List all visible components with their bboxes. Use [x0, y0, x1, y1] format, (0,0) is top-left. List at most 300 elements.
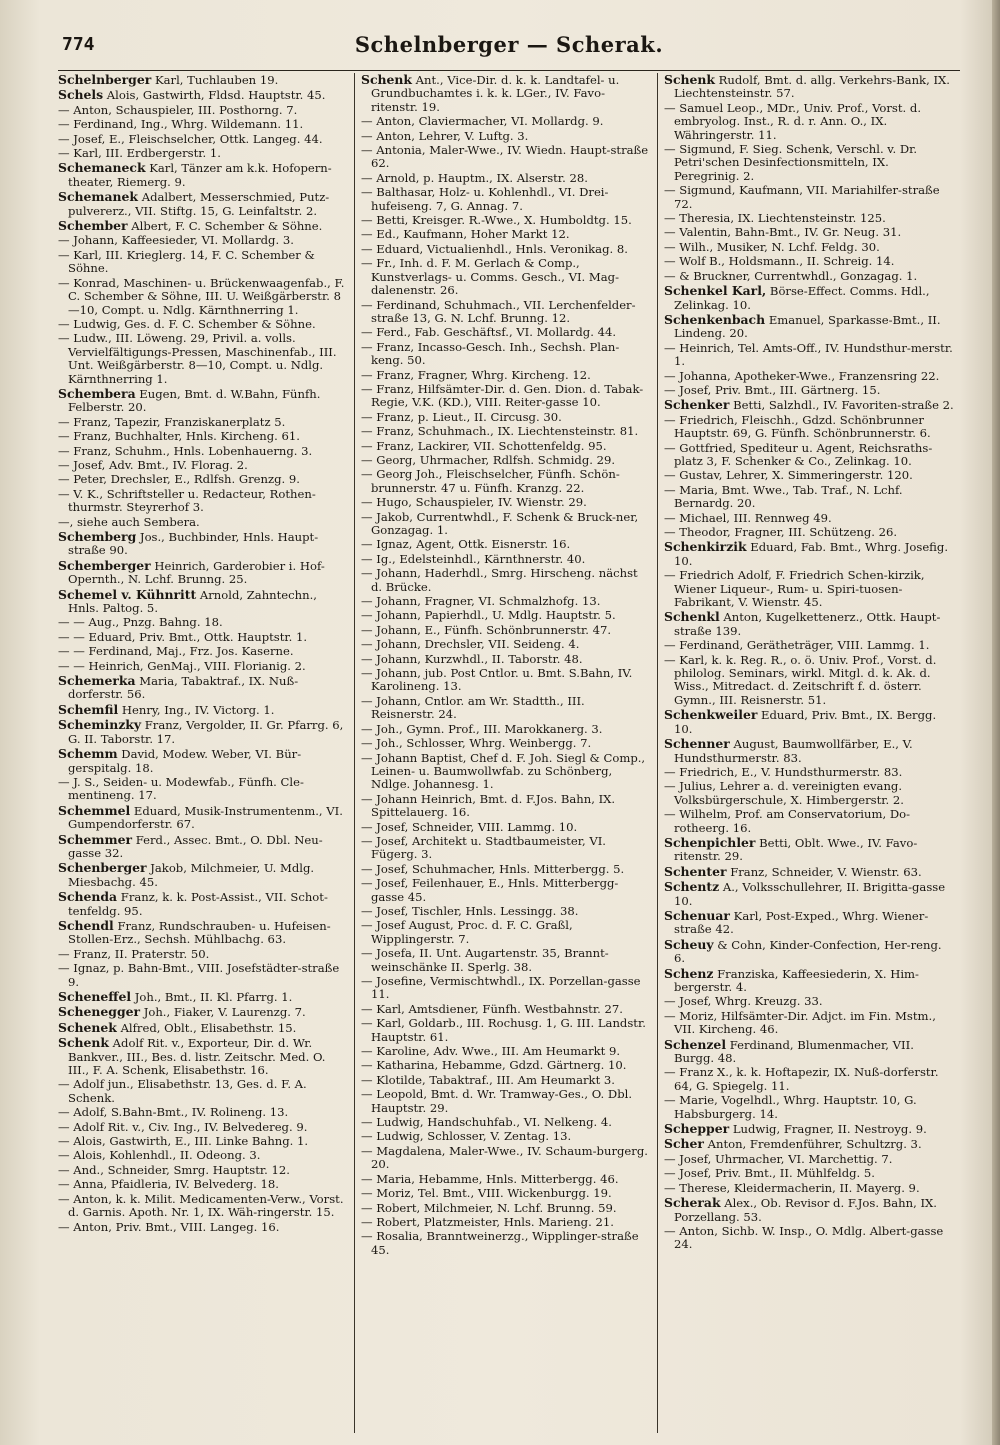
- entry-text: — Adolf Rit. v., Civ. Ing., IV. Belvedereg. 9.: [58, 1119, 308, 1134]
- entry-surname: Schenkweiler: [664, 707, 758, 723]
- entry-text: Anton, Kugelkettenerz., Ottk. Haupt-straße 139.: [674, 610, 941, 638]
- entry-surname: Schenzel: [664, 1036, 727, 1052]
- entry-text: Rudolf, Bmt. d. allg. Verkehrs-Bank, IX. Liechtensteinstr. 57.: [674, 73, 950, 101]
- entry-text: David, Modew. Weber, VI. Bür-gerspitalg. 18.: [68, 747, 302, 775]
- entry-text: Ferdinand, Blumenmacher, VII. Burgg. 48.: [674, 1037, 914, 1066]
- entry-text: Eduard, Fab. Bmt., Whrg. Josefig. 10.: [674, 540, 949, 568]
- entry-text: — Gottfried, Spediteur u. Agent, Reichsraths-platz 3, F. Schenker & Co., Zelinkag. 10.: [664, 440, 933, 468]
- directory-entry: [664, 1153, 954, 1166]
- entry-text: Ludwig, Fragner, II. Nestroyg. 9.: [732, 1122, 927, 1137]
- directory-entry: [58, 488, 348, 515]
- directory-entry: [664, 484, 954, 511]
- entry-text: — Ignaz, p. Bahn-Bmt., VIII. Josefstädter-straße 9.: [58, 961, 340, 989]
- directory-entry: [58, 234, 348, 247]
- entry-text: — Franz, II. Praterstr. 50.: [58, 946, 210, 961]
- entry-surname: Schendl: [58, 917, 114, 933]
- directory-entry: [361, 130, 651, 143]
- entry-text: Maria, Tabaktraf., IX. Nuß-dorferstr. 56.: [68, 674, 299, 702]
- entry-surname: Schels: [58, 87, 104, 103]
- entry-text: — Franz, p. Lieut., II. Circusg. 30.: [361, 409, 562, 424]
- directory-entry: [361, 144, 651, 171]
- entry-surname: Scherak: [664, 1195, 721, 1211]
- entry-text: — Josef, Whrg. Kreuzg. 33.: [664, 994, 823, 1009]
- directory-entry: [664, 384, 954, 397]
- directory-entry: [664, 766, 954, 779]
- directory-entry: [664, 469, 954, 482]
- directory-entry: [58, 990, 348, 1004]
- entry-text: — Ludwig, Ges. d. F. C. Schember & Söhne.: [58, 316, 316, 331]
- entry-text: — Josefa, II. Unt. Augartenstr. 35, Brannt-weinschänke II. Sperlg. 38.: [361, 946, 609, 974]
- entry-text: Adolf Rit. v., Exporteur, Dir. d. Wr. Bankver., III., Bes. d. listr. Zeitschr. Med. O. III., F. A. Schenk, Elisabethstr. 16.: [68, 1036, 326, 1078]
- entry-text: Eduard, Priv. Bmt., IX. Bergg. 10.: [674, 708, 937, 736]
- column-2: [354, 73, 657, 1433]
- directory-entry: [58, 948, 348, 961]
- directory-entry: [58, 473, 348, 486]
- entry-text: — Anton, Schauspieler, III. Posthorng. 7.: [58, 102, 298, 117]
- directory-entry: [361, 1187, 651, 1200]
- entry-surname: Schemerka: [58, 673, 136, 689]
- directory-entry: [664, 184, 954, 211]
- directory-entry: [361, 863, 651, 876]
- entry-text: — Wolf B., Holdsmann., II. Schreig. 14.: [664, 254, 895, 269]
- directory-entry: [58, 318, 348, 331]
- entry-surname: Schenkel Karl,: [664, 283, 767, 299]
- entry-text: — Josef, Schuhmacher, Hnls. Mitterbergg. 5.: [361, 861, 625, 876]
- directory-entry: [664, 1094, 954, 1121]
- entry-text: — Balthasar, Holz- u. Kohlenhdl., VI. Drei-hufeiseng. 7, G. Annag. 7.: [361, 185, 609, 213]
- directory-entry: [58, 1036, 348, 1077]
- directory-entry: [664, 526, 954, 539]
- directory-entry: [361, 172, 651, 185]
- entry-text: — Fr., Inh. d. F. M. Gerlach & Comp., Kunstverlags- u. Comms. Gesch., VI. Mag-dalenenstr. 26.: [361, 256, 620, 298]
- entry-text: Heinrich, Garderobier i. Hof-Opernth., N. Lchf. Brunng. 25.: [68, 558, 325, 587]
- directory-entry: [664, 865, 954, 879]
- entry-text: — Johann, E., Fünfh. Schönbrunnerstr. 47.: [361, 622, 612, 637]
- directory-entry: [58, 833, 348, 861]
- entry-text: August, Baumwollfärber, E., V. Hundsthurmerstr. 83.: [674, 737, 913, 765]
- directory-entry: [361, 737, 651, 750]
- entry-surname: Schenz: [664, 965, 714, 981]
- directory-entry: [664, 808, 954, 835]
- entry-text: — Josef, E., Fleischselcher, Ottk. Langeg. 44.: [58, 131, 323, 146]
- entry-text: — Robert, Platzmeister, Hnls. Marieng. 21.: [361, 1214, 614, 1229]
- entry-text: Alfred, Oblt., Elisabethstr. 15.: [120, 1020, 297, 1035]
- directory-entry: [58, 73, 348, 87]
- directory-entry: [361, 383, 651, 410]
- directory-entry: [361, 695, 651, 722]
- directory-entry: [58, 190, 348, 218]
- entry-text: — Franz, Fragner, Whrg. Kircheng. 12.: [361, 367, 591, 382]
- entry-surname: Schenkenbach: [664, 311, 766, 327]
- directory-entry: [58, 249, 348, 276]
- entry-surname: Schenkirzik: [664, 539, 747, 555]
- entry-text: — Alois, Kohlenhdl., II. Odeong. 3.: [58, 1148, 261, 1163]
- directory-entry: [58, 147, 348, 160]
- page-edge-shadow: [992, 0, 1000, 1445]
- directory-entry: [361, 1017, 651, 1044]
- directory-entry: [361, 1045, 651, 1058]
- directory-entry: [664, 880, 954, 908]
- entry-text: — & Bruckner, Currentwhdl., Gonzagag. 1.: [664, 268, 918, 283]
- entry-text: — Franz, Hilfsämter-Dir. d. Gen. Dion. d. Tabak-Regie, V.K. (KD.), VIII. Reiter-gasse 10.: [361, 381, 644, 410]
- entry-text: — Franz, Tapezir, Franziskanerplatz 5.: [58, 414, 286, 429]
- entry-surname: Schemaneck: [58, 160, 146, 176]
- entry-surname: Schenda: [58, 889, 118, 905]
- entry-text: Börse-Effect. Comms. Hdl., Zelinkag. 10.: [674, 284, 930, 312]
- directory-entry: [361, 73, 651, 114]
- directory-entry: [361, 1059, 651, 1072]
- directory-entry: [58, 445, 348, 458]
- entry-surname: Schemberg: [58, 529, 137, 544]
- entry-text: — Johann, Kaffeesieder, VI. Mollardg. 3.: [58, 233, 294, 248]
- directory-entry: [361, 1202, 651, 1215]
- entry-text: — Friedrich Adolf, F. Friedrich Schen-kirzik, Wiener Liqueur-, Rum- u. Spiri-tuosen-Fabrikant, V. Wienstr. 45.: [664, 568, 925, 610]
- entry-text: Karl, Tänzer am k.k. Hofopern-theater, Riemerg. 9.: [68, 161, 332, 189]
- entry-text: — — Aug., Pnzg. Bahng. 18.: [58, 615, 223, 630]
- entry-text: — Katharina, Hebamme, Gdzd. Gärtnerg. 10.: [361, 1058, 627, 1073]
- entry-surname: Schemanek: [58, 189, 139, 205]
- directory-entry: [361, 1088, 651, 1115]
- entry-text: — Peter, Drechsler, E., Rdlfsh. Grenzg. 9.: [58, 472, 300, 487]
- page-number: 774: [62, 34, 95, 55]
- directory-entry: [361, 835, 651, 862]
- directory-entry: [664, 708, 954, 736]
- entry-text: — Sigmund, F. Sieg. Schenk, Verschl. v. Dr. Petri'schen Desinfectionsmitteln, IX. Peregrinig. 2.: [664, 142, 918, 183]
- entry-text: — Alois, Gastwirth, E., III. Linke Bahng. 1.: [58, 1134, 309, 1149]
- directory-entry: [361, 1116, 651, 1129]
- entry-text: — Leopold, Bmt. d. Wr. Tramway-Ges., O. Dbl. Hauptstr. 29.: [361, 1087, 633, 1115]
- entry-text: — Johann, jub. Post Cntlor. u. Bmt. S.Bahn, IV. Karolineng. 13.: [361, 666, 633, 694]
- entry-text: — Ignaz, Agent, Ottk. Eisnerstr. 16.: [361, 537, 571, 552]
- directory-entry: [664, 1038, 954, 1066]
- directory-entry: [361, 653, 651, 666]
- directory-entry: [664, 1196, 954, 1224]
- directory-entry: [58, 559, 348, 587]
- directory-entry: [58, 1221, 348, 1234]
- directory-entry: [361, 975, 651, 1002]
- entry-text: Emanuel, Sparkasse-Bmt., II. Lindeng. 20.: [674, 312, 941, 341]
- directory-entry: [361, 793, 651, 820]
- directory-entry: [361, 257, 651, 297]
- entry-text: Franziska, Kaffeesiederin, X. Him-bergerstr. 4.: [674, 966, 919, 994]
- directory-entry: [58, 1164, 348, 1177]
- directory-entry: [664, 909, 954, 937]
- entry-text: — Friedrich, Fleischh., Gdzd. Schönbrunner Hauptstr. 69, G. Fünfh. Schönbrunnerstr. 6.: [664, 412, 931, 441]
- entry-text: — Ludw., III. Löweng. 29, Privil. a. volls. Vervielfältigungs-Pressen, Maschinenfab., III. Unt. Weißgärberstr. 8—10, Compt. u. Ndlg. Kärnthnerring 1.: [58, 331, 337, 386]
- entry-text: Arnold, Zahntechn., Hnls. Paltog. 5.: [68, 587, 317, 616]
- directory-entry: [664, 102, 954, 142]
- entry-text: — J. S., Seiden- u. Modewfab., Fünfh. Cle-mentineng. 17.: [58, 774, 304, 803]
- entry-text: Joh., Bmt., II. Kl. Pfarrg. 1.: [134, 990, 293, 1004]
- directory-entry: [361, 1230, 651, 1257]
- entry-surname: Schemmer: [58, 831, 133, 847]
- directory-entry: [361, 214, 651, 227]
- directory-entry: [361, 624, 651, 637]
- directory-entry: [664, 654, 954, 708]
- entry-text: — Johann, Papierhdl., U. Mdlg. Hauptstr. 5.: [361, 608, 616, 623]
- entry-surname: Schenkl: [664, 609, 720, 625]
- directory-entry: [664, 284, 954, 312]
- directory-entry: [361, 468, 651, 495]
- entry-text: — Josef, Schneider, VIII. Lammg. 10.: [361, 819, 578, 834]
- entry-text: — Josef, Uhrmacher, VI. Marchettig. 7.: [664, 1151, 893, 1166]
- entry-surname: Schemm: [58, 746, 118, 762]
- entry-text: — Anton, Priv. Bmt., VIII. Langeg. 16.: [58, 1219, 280, 1234]
- entry-surname: Schelnberger: [58, 73, 152, 87]
- directory-entry: [361, 877, 651, 904]
- directory-entry: [361, 667, 651, 694]
- directory-entry: [664, 255, 954, 268]
- entry-surname: Schenberger: [58, 860, 147, 876]
- directory-entry: [58, 1193, 348, 1220]
- entry-text: — Joh., Gymn. Prof., III. Marokkanerg. 3.: [361, 721, 603, 736]
- entry-text: — Franz, Lackirer, VII. Schottenfeldg. 95.: [361, 438, 607, 453]
- directory-entry: [664, 967, 954, 995]
- entry-text: — And., Schneider, Smrg. Hauptstr. 12.: [58, 1162, 290, 1177]
- entry-text: — Josef, Priv. Bmt., III. Gärtnerg. 15.: [664, 382, 881, 397]
- entry-text: Ferd., Assec. Bmt., O. Dbl. Neu-gasse 32.: [68, 832, 323, 860]
- entry-text: — Robert, Milchmeier, N. Lchf. Brunng. 59.: [361, 1200, 617, 1215]
- entry-text: — Theodor, Fragner, III. Schützeng. 26.: [664, 525, 898, 539]
- entry-text: Franz, Rundschrauben- u. Hufeisen-Stollen-Erz., Sechsh. Mühlbachg. 63.: [68, 918, 331, 947]
- entry-text: — Heinrich, Tel. Amts-Off., IV. Hundsthur-merstr. 1.: [664, 340, 953, 369]
- directory-entry: [58, 645, 348, 658]
- entry-text: Eduard, Musik-Instrumentenm., VI. Gumpendorferstr. 67.: [68, 803, 343, 832]
- entry-text: Ant., Vice-Dir. d. k. k. Landtafel- u. Grundbuchamtes i. k. k. LGer., IV. Favo-ritenstr. 19.: [371, 73, 620, 114]
- entry-text: —, siehe auch Sembera.: [58, 514, 200, 529]
- entry-text: — Julius, Lehrer a. d. vereinigten evang. Volksbürgerschule, X. Himbergerstr. 2.: [664, 779, 904, 807]
- entry-text: — Karoline, Adv. Wwe., III. Am Heumarkt 9.: [361, 1044, 621, 1059]
- entry-text: — Betti, Kreisger. R.-Wwe., X. Humboldtg. 15.: [361, 213, 632, 228]
- directory-entry: [664, 370, 954, 383]
- entry-text: — Ludwig, Schlosser, V. Zentag. 13.: [361, 1129, 572, 1144]
- directory-entry: [664, 212, 954, 225]
- directory-entry: [361, 369, 651, 382]
- entry-text: — Ludwig, Handschuhfab., VI. Nelkeng. 4.: [361, 1115, 612, 1130]
- directory-entry: [664, 1182, 954, 1195]
- entry-text: — Adolf jun., Elisabethstr. 13, Ges. d. F. A. Schenk.: [58, 1077, 307, 1105]
- entry-text: Anton, Fremdenführer, Schultzrg. 3.: [707, 1137, 922, 1152]
- entry-text: — Georg, Uhrmacher, Rdlfsh. Schmidg. 29.: [361, 452, 616, 467]
- directory-entry: [58, 674, 348, 702]
- entry-text: — Georg Joh., Fleischselcher, Fünfh. Schön-brunnerstr. 47 u. Fünfh. Kranzg. 22.: [361, 467, 620, 495]
- directory-entry: [664, 780, 954, 807]
- directory-entry: [361, 638, 651, 651]
- directory-entry: [664, 1122, 954, 1136]
- directory-entry: [664, 610, 954, 638]
- entry-text: — Josef, Architekt u. Stadtbaumeister, VI. Fügerg. 3.: [361, 833, 606, 862]
- directory-entry: [58, 776, 348, 803]
- directory-entry: [664, 995, 954, 1008]
- directory-entry: [664, 73, 954, 101]
- directory-entry: [361, 425, 651, 438]
- directory-entry: [58, 1178, 348, 1191]
- directory-entry: [58, 718, 348, 746]
- directory-entry: [361, 919, 651, 946]
- entry-surname: Schenuar: [664, 907, 730, 923]
- entry-text: — Ed., Kaufmann, Hoher Markt 12.: [361, 227, 570, 242]
- entry-surname: Schepper: [664, 1121, 730, 1137]
- entry-surname: Schenk: [58, 1035, 109, 1051]
- entry-surname: Scheneffel: [58, 989, 132, 1004]
- directory-entry: [361, 511, 651, 538]
- directory-entry: [361, 609, 651, 622]
- entry-text: — — Eduard, Priv. Bmt., Ottk. Hauptstr. 1.: [58, 629, 308, 644]
- directory-entry: [361, 341, 651, 368]
- directory-entry: [361, 186, 651, 213]
- entry-text: Franz, Schneider, V. Wienstr. 63.: [730, 864, 922, 879]
- directory-entry: [58, 161, 348, 189]
- entry-text: — Josefine, Vermischtwhdl., IX. Porzellan-gasse 11.: [361, 974, 641, 1002]
- entry-text: — Samuel Leop., MDr., Univ. Prof., Vorst. d. embryolog. Inst., R. d. r. Ann. O., IX. Währingerstr. 11.: [664, 100, 922, 142]
- entry-text: — Anton, Lehrer, V. Luftg. 3.: [361, 128, 529, 143]
- directory-entry: [361, 454, 651, 467]
- entry-text: — Johann Baptist, Chef d. F. Joh. Siegl & Comp., Leinen- u. Baumwollwfab. zu Schönberg, Ndlge. Johannesg. 1.: [361, 750, 646, 792]
- directory-entry: [361, 567, 651, 594]
- directory-entry: [361, 723, 651, 736]
- entry-surname: Schemmel: [58, 802, 131, 818]
- entry-text: — Franz, Schuhm., Hnls. Lobenhauerng. 3.: [58, 443, 313, 458]
- entry-text: Franz, Vergolder, II. Gr. Pfarrg. 6, G. II. Taborstr. 17.: [68, 718, 344, 746]
- directory-entry: [664, 442, 954, 469]
- entry-text: — Ferdinand, Gerätheträger, VIII. Lammg. 1.: [664, 638, 930, 653]
- directory-entry: [58, 104, 348, 117]
- directory-entry: [58, 133, 348, 146]
- entry-text: — Hugo, Schauspieler, IV. Wienstr. 29.: [361, 495, 587, 510]
- directory-entry: [664, 512, 954, 525]
- directory-entry: [58, 1005, 348, 1019]
- directory-entry: [58, 430, 348, 443]
- entry-text: — Josef, Tischler, Hnls. Lessingg. 38.: [361, 903, 579, 918]
- directory-entry: [58, 1135, 348, 1148]
- directory-entry: [58, 118, 348, 131]
- directory-entry: [664, 143, 954, 183]
- page-header: [58, 30, 960, 71]
- entry-surname: Schenek: [58, 1019, 117, 1035]
- directory-entry: [664, 226, 954, 239]
- directory-entry: [664, 1225, 954, 1252]
- column-1: [58, 73, 354, 1433]
- entry-text: — Maria, Hebamme, Hnls. Mitterbergg. 46.: [361, 1171, 619, 1186]
- entry-surname: Schenker: [664, 397, 730, 413]
- directory-entry: [664, 836, 954, 864]
- directory-entry: [58, 416, 348, 429]
- directory-entry: [664, 241, 954, 254]
- entry-text: — Franz X., k. k. Hoftapezir, IX. Nuß-dorferstr. 64, G. Spiegelg. 11.: [664, 1065, 939, 1093]
- entry-text: — Anna, Pfaidleria, IV. Belvederg. 18.: [58, 1177, 279, 1192]
- entry-text: — Wilh., Musiker, N. Lchf. Feldg. 30.: [664, 239, 880, 254]
- entry-text: — Anton, k. k. Milit. Medicamenten-Verw., Vorst. d. Garnis. Apoth. Nr. 1, IX. Wäh-ringerstr. 15.: [58, 1191, 344, 1220]
- directory-entry: [58, 387, 348, 415]
- directory-entry: [58, 277, 348, 317]
- entry-text: — Johann, Haderhdl., Smrg. Hirscheng. nächst d. Brücke.: [361, 566, 638, 594]
- entry-text: Alois, Gastwirth, Fldsd. Hauptstr. 45.: [106, 88, 326, 103]
- entry-surname: Scher: [664, 1136, 704, 1152]
- directory-entry: [664, 569, 954, 609]
- entry-text: — Marie, Vogelhdl., Whrg. Hauptstr. 10, G. Habsburgerg. 14.: [664, 1093, 917, 1121]
- directory-entry: [58, 1078, 348, 1105]
- entry-surname: Schenegger: [58, 1004, 141, 1020]
- directory-entry: [58, 516, 348, 529]
- directory-entry: [361, 752, 651, 792]
- entry-text: Franz, k. k. Post-Assist., VII. Schot-tenfeldg. 95.: [68, 890, 328, 918]
- directory-entry: [664, 540, 954, 568]
- entry-text: Jos., Buchbinder, Hnls. Haupt-straße 90.: [68, 530, 319, 558]
- directory-entry: [664, 737, 954, 765]
- entry-text: — Josef, Priv. Bmt., II. Mühlfeldg. 5.: [664, 1166, 875, 1181]
- entry-text: — Joh., Schlosser, Whrg. Weinbergg. 7.: [361, 736, 592, 751]
- entry-surname: Schembera: [58, 385, 136, 401]
- directory-entry: [58, 747, 348, 775]
- entry-surname: Schenpichler: [664, 834, 756, 850]
- directory-entry: [361, 440, 651, 453]
- entry-text: — Johann, Kurzwhdl., II. Taborstr. 48.: [361, 651, 583, 666]
- directory-entry: [361, 228, 651, 241]
- entry-text: — Antonia, Maler-Wwe., IV. Wiedn. Haupt-straße 62.: [361, 143, 649, 171]
- entry-text: A., Volksschullehrer, II. Brigitta-gasse 10.: [674, 880, 946, 908]
- directory-entry: [58, 631, 348, 644]
- directory-entry: [664, 1010, 954, 1037]
- entry-text: — Franz, Schuhmach., IX. Liechtensteinstr. 81.: [361, 424, 639, 439]
- directory-entry: [361, 553, 651, 566]
- entry-surname: Schemel v. Kühnritt: [58, 586, 197, 602]
- entry-text: — — Ferdinand, Maj., Frz. Jos. Kaserne.: [58, 644, 294, 659]
- entry-text: — Anton, Sichb. W. Insp., O. Mdlg. Albert-gasse 24.: [664, 1223, 944, 1252]
- directory-entry: [58, 1106, 348, 1119]
- entry-text: — Eduard, Victualienhdl., Hnls. Veronikag. 8.: [361, 241, 628, 256]
- directory-entry: [58, 804, 348, 832]
- directory-entry: [58, 1021, 348, 1035]
- entry-text: Karl, Tuchlauben 19.: [154, 73, 279, 87]
- entry-text: — Wilhelm, Prof. am Conservatorium, Do-rotheerg. 16.: [664, 807, 911, 835]
- directory-entry: [58, 1149, 348, 1162]
- entry-text: — Josef, Feilenhauer, E., Hnls. Mitterbergg-gasse 45.: [361, 876, 619, 904]
- entry-text: Alex., Ob. Revisor d. F.Jos. Bahn, IX. Porzellang. 53.: [674, 1196, 937, 1224]
- directory-entry: [58, 962, 348, 989]
- directory-entry: [58, 219, 348, 233]
- entry-text: — Michael, III. Rennweg 49.: [664, 510, 832, 525]
- entry-text: — Ferdinand, Ing., Whrg. Wildemann. 11.: [58, 117, 304, 132]
- entry-text: — Gustav, Lehrer, X. Simmeringerstr. 120.: [664, 468, 913, 483]
- entry-text: Adalbert, Messerschmied, Putz-pulvererz., VII. Stiftg. 15, G. Leinfaltstr. 2.: [68, 190, 330, 218]
- directory-entry: [361, 1145, 651, 1172]
- entry-surname: Schember: [58, 218, 128, 234]
- directory-entry: [58, 459, 348, 472]
- directory-entry: [361, 1130, 651, 1143]
- entry-text: — Karl, III. Erdbergerstr. 1.: [58, 146, 221, 161]
- directory-entry: [361, 299, 651, 326]
- directory-entry: [58, 530, 348, 558]
- entry-text: Albert, F. C. Schember & Söhne.: [131, 219, 323, 234]
- entry-text: — Konrad, Maschinen- u. Brückenwaagenfab., F. C. Schember & Söhne, III. U. Weißgärberstr. 8—10, Compt. u. Ndlg. Kärnthnerring 1.: [58, 275, 345, 317]
- directory-entry: [664, 1066, 954, 1093]
- entry-text: — Rosalia, Branntweinerzg., Wipplinger-straße 45.: [361, 1229, 639, 1257]
- directory-entry: [361, 821, 651, 834]
- entry-text: — V. K., Schriftsteller u. Redacteur, Rothen-thurmstr. Steyrerhof 3.: [58, 486, 316, 515]
- entry-text: — Friedrich, E., V. Hundsthurmerstr. 83.: [664, 764, 903, 779]
- entry-text: Eugen, Bmt. d. W.Bahn, Fünfh. Felberstr. 20.: [68, 386, 321, 415]
- entry-text: — Karl, k. k. Reg. R., o. ö. Univ. Prof., Vorst. d. philolog. Seminars, wirkl. Mitgl. d. k. Ak. d. Wiss., Mitredact. d. Zeitschrift f. d. österr. Gymn., III. Reisnerstr. 51.: [664, 652, 937, 707]
- directory-entry: [664, 270, 954, 283]
- directory-entry: [58, 1121, 348, 1134]
- entry-text: — Johann Heinrich, Bmt. d. F.Jos. Bahn, IX. Spittelauerg. 16.: [361, 791, 616, 820]
- entry-text: Jakob, Milchmeier, U. Mdlg. Miesbachg. 45.: [68, 861, 315, 889]
- entry-surname: Schenk: [664, 73, 715, 87]
- entry-text: — Karl, Amtsdiener, Fünfh. Westbahnstr. 27.: [361, 1001, 623, 1016]
- entry-text: — Josef, Adv. Bmt., IV. Florag. 2.: [58, 457, 248, 472]
- entry-text: — Franz, Buchhalter, Hnls. Kircheng. 61.: [58, 429, 300, 444]
- directory-entry: [361, 243, 651, 256]
